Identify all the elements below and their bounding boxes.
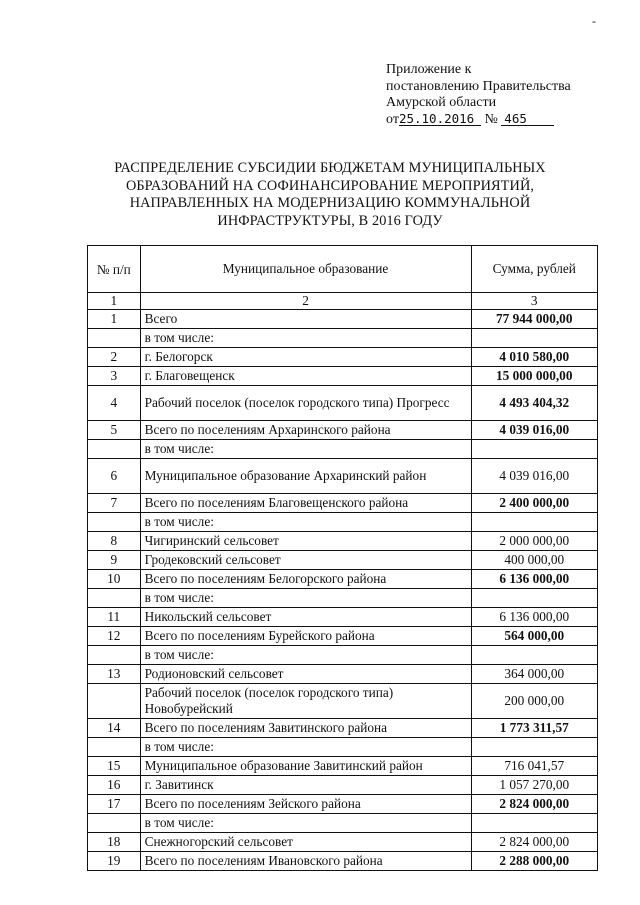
row-municipality: Всего по поселениям Бурейского района	[140, 627, 471, 646]
row-number: 16	[88, 776, 141, 795]
row-number	[88, 684, 141, 719]
row-sum: 564 000,00	[471, 627, 598, 646]
row-sum: 400 000,00	[471, 551, 598, 570]
row-municipality: в том числе:	[140, 589, 471, 608]
table-row	[88, 551, 598, 570]
row-municipality: в том числе:	[140, 814, 471, 833]
row-number: 7	[88, 494, 141, 513]
table-row	[88, 513, 598, 532]
table-row	[88, 684, 598, 719]
row-number	[88, 440, 141, 459]
table-row	[88, 459, 598, 494]
table-row	[88, 589, 598, 608]
row-sum	[471, 814, 598, 833]
table-row	[88, 833, 598, 852]
row-number: 5	[88, 421, 141, 440]
row-sum: 6 136 000,00	[471, 570, 598, 589]
document-title: РАСПРЕДЕЛЕНИЕ СУБСИДИИ БЮДЖЕТАМ МУНИЦИПАЛЬНЫХ ОБРАЗОВАНИЙ НА СОФИНАНСИРОВАНИЕ МЕРОПРИЯТИЙ, НАПРАВЛЕННЫХ НА МОДЕРНИЗАЦИЮ КОММУНАЛЬНОЙ ИНФРАСТРУКТУРЫ, В 2016 ГОДУ	[114, 160, 546, 229]
row-number: 11	[88, 608, 141, 627]
row-number	[88, 738, 141, 757]
row-number: 9	[88, 551, 141, 570]
row-sum: 716 041,57	[471, 757, 598, 776]
table-row	[88, 532, 598, 551]
table-row	[88, 494, 598, 513]
appendix-date-line	[386, 112, 571, 129]
row-number	[88, 646, 141, 665]
col-number-2: 2	[140, 293, 471, 310]
row-municipality: Муниципальное образование Архаринский район	[140, 459, 471, 494]
row-number: 1	[88, 310, 141, 329]
row-sum: 2 288 000,00	[471, 852, 598, 871]
appendix-line-3: Амурской области	[386, 95, 497, 110]
table-row	[88, 386, 598, 421]
table-row	[88, 719, 598, 738]
row-municipality: Муниципальное образование Завитинский район	[140, 757, 471, 776]
header-num: № п/п	[88, 246, 141, 293]
table-row	[88, 367, 598, 386]
row-municipality: Рабочий поселок (поселок городского типа) Прогресс	[140, 386, 471, 421]
table-row	[88, 329, 598, 348]
row-sum: 2 000 000,00	[471, 532, 598, 551]
appendix-block	[386, 62, 571, 128]
row-number: 17	[88, 795, 141, 814]
row-number	[88, 814, 141, 833]
date-prefix: от	[386, 111, 399, 127]
table-row	[88, 795, 598, 814]
row-number: 3	[88, 367, 141, 386]
row-municipality: г. Белогорск	[140, 348, 471, 367]
row-municipality: в том числе:	[140, 440, 471, 459]
row-municipality: Всего по поселениям Архаринского района	[140, 421, 471, 440]
table-row	[88, 440, 598, 459]
col-number-3: 3	[471, 293, 598, 310]
row-municipality: Всего по поселениям Белогорского района	[140, 570, 471, 589]
row-sum	[471, 589, 598, 608]
row-number: 19	[88, 852, 141, 871]
row-municipality: г. Благовещенск	[140, 367, 471, 386]
document-number: 465	[501, 112, 554, 126]
row-number: 8	[88, 532, 141, 551]
table-row	[88, 570, 598, 589]
table-row	[88, 348, 598, 367]
header-sum: Сумма, рублей	[471, 246, 598, 293]
row-municipality: в том числе:	[140, 329, 471, 348]
row-number: 18	[88, 833, 141, 852]
column-number-row	[88, 293, 598, 310]
table-row	[88, 852, 598, 871]
row-sum: 6 136 000,00	[471, 608, 598, 627]
row-sum: 4 010 580,00	[471, 348, 598, 367]
row-municipality: в том числе:	[140, 738, 471, 757]
subsidy-table	[87, 245, 598, 871]
row-municipality: г. Завитинск	[140, 776, 471, 795]
row-number: 10	[88, 570, 141, 589]
number-prefix: №	[484, 111, 498, 127]
row-number: 15	[88, 757, 141, 776]
row-municipality: Чигиринский сельсовет	[140, 532, 471, 551]
table-row	[88, 814, 598, 833]
row-sum: 2 400 000,00	[471, 494, 598, 513]
row-sum	[471, 738, 598, 757]
row-municipality: Рабочий поселок (поселок городского типа) Новобурейский	[140, 684, 471, 719]
row-number	[88, 589, 141, 608]
table-row	[88, 738, 598, 757]
table-row	[88, 665, 598, 684]
row-sum: 15 000 000,00	[471, 367, 598, 386]
row-number: 2	[88, 348, 141, 367]
row-sum	[471, 440, 598, 459]
row-sum: 4 493 404,32	[471, 386, 598, 421]
row-municipality: Снежногорский сельсовет	[140, 833, 471, 852]
row-number: 12	[88, 627, 141, 646]
table-row	[88, 776, 598, 795]
table-row	[88, 646, 598, 665]
table-row	[88, 757, 598, 776]
row-municipality: в том числе:	[140, 646, 471, 665]
row-sum: 4 039 016,00	[471, 421, 598, 440]
header-municipality: Муниципальное образование	[140, 246, 471, 293]
row-municipality: Всего по поселениям Зейского района	[140, 795, 471, 814]
table-row	[88, 310, 598, 329]
row-sum	[471, 513, 598, 532]
table-header-row	[88, 246, 598, 293]
row-municipality: в том числе:	[140, 513, 471, 532]
row-municipality: Гродековский сельсовет	[140, 551, 471, 570]
row-sum: 364 000,00	[471, 665, 598, 684]
row-municipality: Никольский сельсовет	[140, 608, 471, 627]
row-number	[88, 329, 141, 348]
row-municipality: Всего по поселениям Завитинского района	[140, 719, 471, 738]
row-municipality: Родионовский сельсовет	[140, 665, 471, 684]
row-number: 4	[88, 386, 141, 421]
row-number: 14	[88, 719, 141, 738]
row-sum: 200 000,00	[471, 684, 598, 719]
table-row	[88, 421, 598, 440]
appendix-line-2: постановлению Правительства	[386, 78, 571, 94]
row-sum: 1 057 270,00	[471, 776, 598, 795]
col-number-1: 1	[88, 293, 141, 310]
table-body	[88, 310, 598, 871]
document-date: 25.10.2016	[399, 112, 481, 126]
appendix-line-1: Приложение к	[386, 62, 472, 77]
row-municipality: Всего по поселениям Благовещенского района	[140, 494, 471, 513]
row-number: 6	[88, 459, 141, 494]
row-sum: 2 824 000,00	[471, 795, 598, 814]
row-municipality: Всего	[140, 310, 471, 329]
row-sum	[471, 329, 598, 348]
row-number: 13	[88, 665, 141, 684]
row-sum: 2 824 000,00	[471, 833, 598, 852]
page-mark: -	[592, 14, 596, 28]
table-row	[88, 608, 598, 627]
table-row	[88, 627, 598, 646]
row-number	[88, 513, 141, 532]
row-sum: 1 773 311,57	[471, 719, 598, 738]
row-sum	[471, 646, 598, 665]
row-sum: 77 944 000,00	[471, 310, 598, 329]
row-sum: 4 039 016,00	[471, 459, 598, 494]
row-municipality: Всего по поселениям Ивановского района	[140, 852, 471, 871]
